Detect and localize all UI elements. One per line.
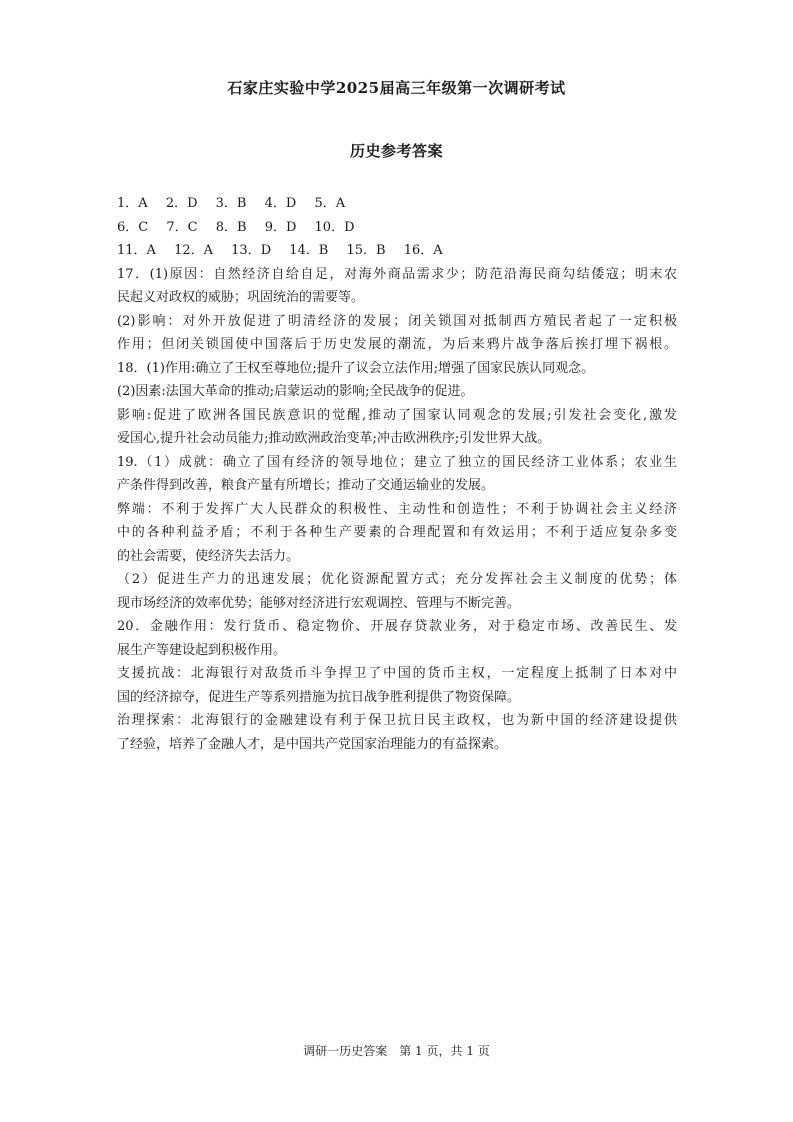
answer-item: 2．D bbox=[165, 196, 198, 211]
answer-item: 13．D bbox=[231, 243, 272, 258]
q19-text-line: 现市场经济的效率优势；能够对经济进行宏观调控、管理与不断完善。 bbox=[117, 595, 521, 611]
answer-item: 5．A bbox=[314, 196, 346, 211]
q20-text-line: 20．金融作用：发行货币、稳定物价、开展存贷款业务，对于稳定市场、改善民生、发 bbox=[117, 619, 677, 634]
answer-item: 10．D bbox=[314, 219, 355, 235]
answer-item: 16．A bbox=[403, 243, 443, 258]
answer-item: 11．A bbox=[117, 243, 156, 258]
answer-item: 9．D bbox=[264, 219, 297, 235]
q20-text-line: 国的经济掠夺，促进生产等系列措施为抗日战争胜利提供了物资保障。 bbox=[117, 689, 521, 705]
q17-text-line: 民起义对政权的威胁；巩固统治的需要等。 bbox=[117, 290, 365, 305]
q17-text-line: 作用；但闭关锁国使中国落后于历史发展的潮流，为后来鸦片战争落后挨打埋下祸根。 bbox=[117, 337, 677, 352]
answer-item: 7．C bbox=[166, 219, 198, 235]
answer-item: 12．A bbox=[174, 243, 214, 258]
q18-text-line: 爱国心,提升社会动员能力;推动欧洲政治变革;冲击欧洲秩序;引发世界大战。 bbox=[117, 431, 551, 446]
q18-text-line: 18．(1)作用:确立了王权至尊地位;提升了议会立法作用;增强了国家民族认同观念。 bbox=[117, 360, 595, 376]
q19-text-line: 产条件得到改善，粮食产量有所增长；推动了交通运输业的发展。 bbox=[117, 478, 495, 493]
document-title: 石家庄实验中学2025届高三年级第一次调研考试 bbox=[227, 79, 566, 97]
q20-text-line: 治理探索：北海银行的金融建设有利于保卫抗日民主政权，也为新中国的经济建设提供 bbox=[117, 713, 677, 728]
answer-item: 14．B bbox=[289, 243, 329, 258]
page-footer: 调研一历史答案 第 1 页，共 1 页 bbox=[303, 1044, 490, 1058]
q19-text-line: 19.（1）成就：确立了国有经济的领导地位；建立了独立的国民经济工业体系；农业生 bbox=[117, 454, 677, 470]
q18-text-line: (2)因素:法国大革命的推动;启蒙运动的影响;全民战争的促进。 bbox=[117, 384, 474, 399]
answer-item: 6．C bbox=[117, 219, 149, 235]
answer-row-2 bbox=[117, 216, 677, 240]
answer-row-1 bbox=[117, 192, 677, 216]
answer-item: 3．B bbox=[215, 196, 247, 211]
q19-text-line: 弊端：不利于发挥广大人民群众的积极性、主动性和创造性；不利于协调社会主义经济 bbox=[117, 501, 677, 517]
answer-item: 15．B bbox=[346, 243, 386, 258]
q17-text-line: (2)影响：对外开放促进了明清经济的发展；闭关锁国对抵制西方殖民者起了一定积极 bbox=[117, 313, 677, 329]
answer-content bbox=[117, 192, 677, 756]
q19-text-line: 中的各种利益矛盾；不利于各种生产要素的合理配置和有效运用；不利于适应复杂多变 bbox=[117, 525, 677, 540]
answer-item: 4．D bbox=[264, 196, 297, 211]
document-subtitle: 历史参考答案 bbox=[349, 142, 443, 160]
q18-text-line: 影响:促进了欧洲各国民族意识的觉醒,推动了国家认同观念的发展;引发社会变化,激发 bbox=[117, 407, 677, 423]
q19-text-line: （2）促进生产力的迅速发展；优化资源配置方式；充分发挥社会主义制度的优势；体 bbox=[117, 572, 677, 587]
q20-text-line: 展生产等建设起到积极作用。 bbox=[117, 642, 287, 658]
answer-item: 1．A bbox=[117, 196, 148, 211]
q20-text-line: 支援抗战：北海银行对敌货币斗争捍卫了中国的货币主权，一定程度上抵制了日本对中 bbox=[117, 666, 677, 681]
q19-text-line: 的社会需要，使经济失去活力。 bbox=[117, 548, 300, 564]
answer-item: 8．B bbox=[215, 219, 247, 235]
q17-text-line: 17．(1)原因：自然经济自给自足，对海外商品需求少；防范沿海民商勾结倭寇；明末农 bbox=[117, 266, 677, 282]
q20-text-line: 了经验，培养了金融人才，是中国共产党国家治理能力的有益探索。 bbox=[117, 736, 508, 752]
answer-row-3 bbox=[117, 239, 677, 263]
